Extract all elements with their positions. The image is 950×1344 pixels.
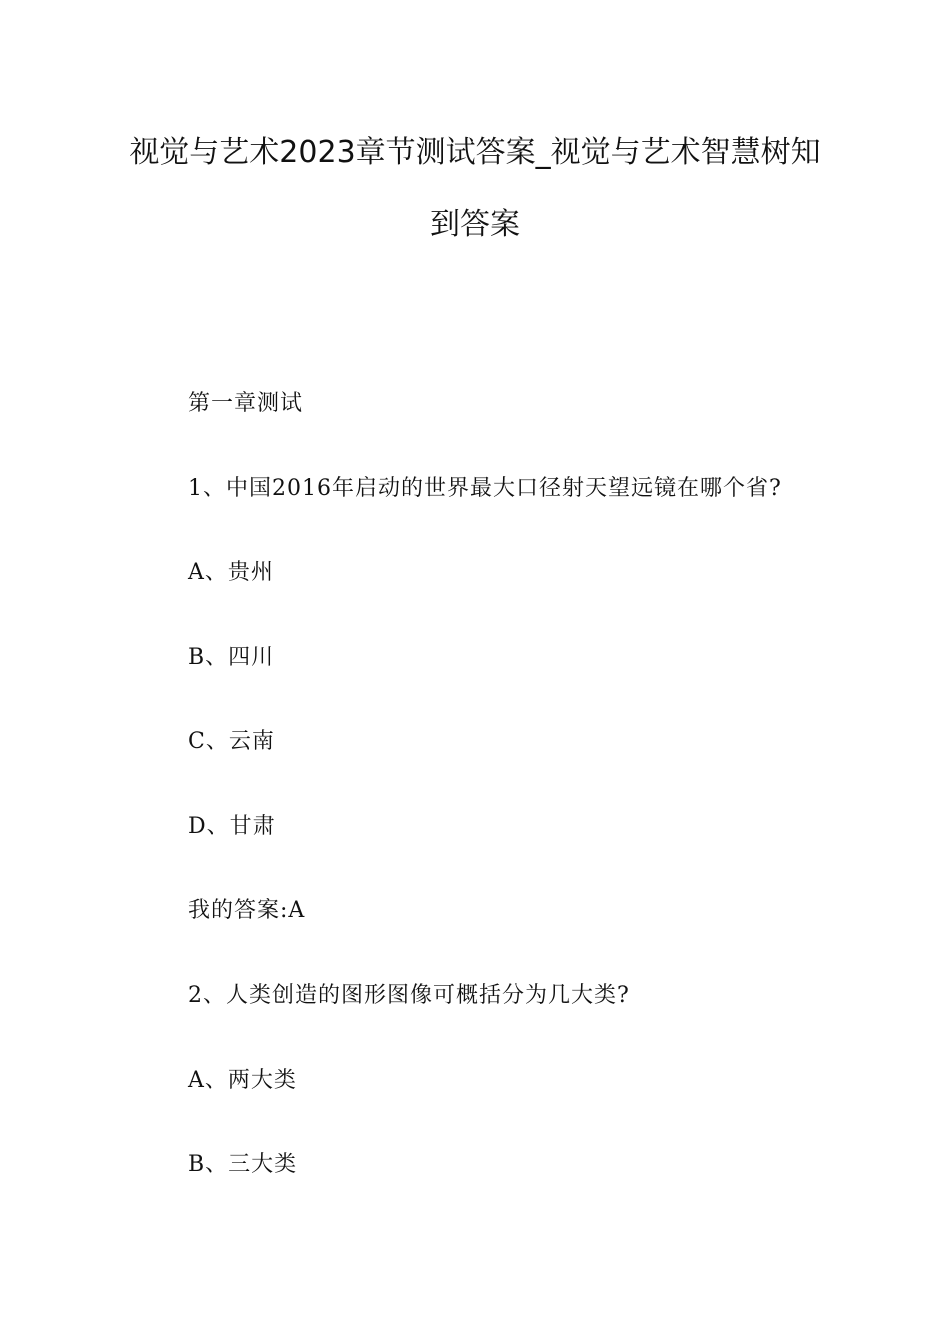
q1-option-d: D、甘肃 — [188, 814, 276, 839]
question-2: 2、人类创造的图形图像可概括分为几大类? — [188, 983, 630, 1008]
q1-option-b: B、四川 — [188, 645, 275, 670]
q1-option-a: A、贵州 — [188, 560, 274, 585]
section-heading: 第一章测试 — [188, 391, 304, 416]
question-1: 1、中国2016年启动的世界最大口径射天望远镜在哪个省? — [188, 476, 782, 501]
document-title-line-1: 视觉与艺术2023章节测试答案_视觉与艺术智慧树知 — [129, 135, 821, 170]
q2-option-b: B、三大类 — [188, 1152, 298, 1177]
document-title-line-2: 到答案 — [430, 207, 520, 242]
q1-my-answer: 我的答案:A — [188, 898, 306, 923]
q2-option-a: A、两大类 — [188, 1068, 297, 1093]
q1-option-c: C、云南 — [188, 729, 275, 754]
